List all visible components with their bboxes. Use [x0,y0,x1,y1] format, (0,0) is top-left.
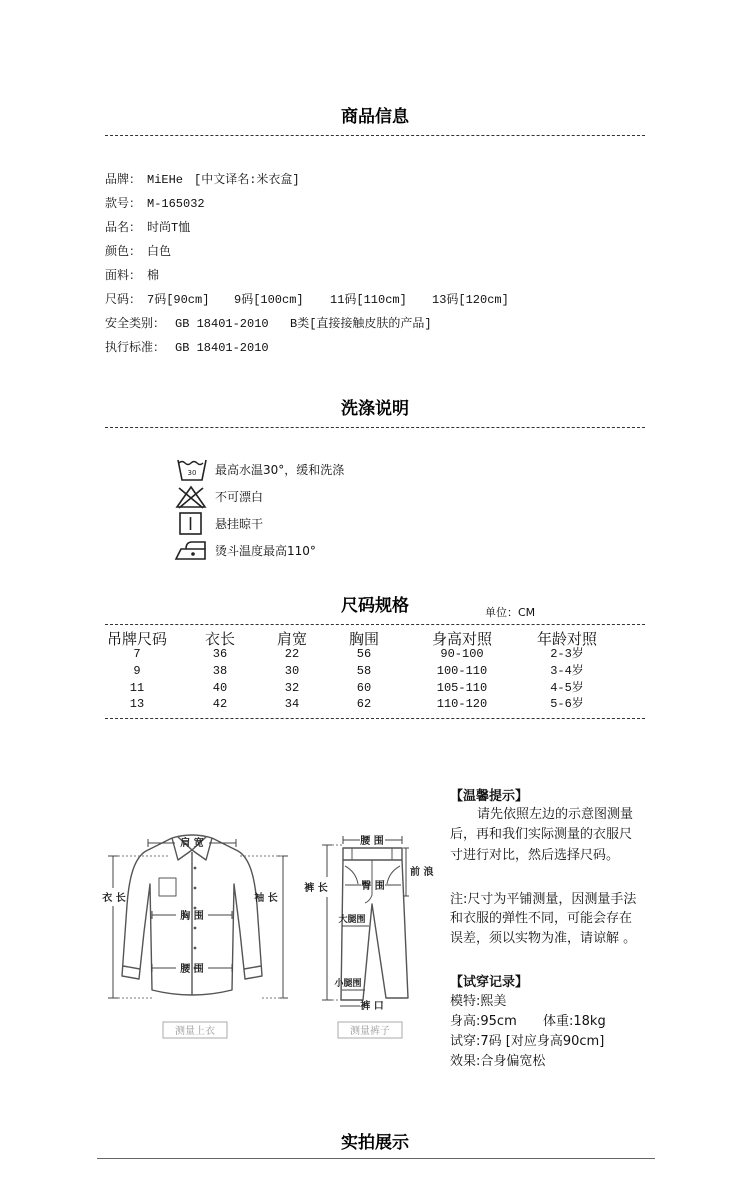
sizes-label: 尺码： [105,293,142,307]
iron-low-icon [174,539,208,562]
safety-note: B类[直接接触皮肤的产品] [290,317,432,331]
hang-dry-icon [178,511,204,537]
pants-hem-label: 裤 口 [360,1001,384,1012]
tips-note-line: 误差，须以实物为准，请谅解 。 [450,931,637,946]
shirt-shoulder-label: 肩 宽 [180,838,204,849]
style-no-value: M-165032 [147,197,205,211]
color-label: 颜色： [105,245,142,259]
tryon-model: 模特:熙美 [450,994,507,1009]
table-cell: 30 [284,664,300,678]
unit-label: 单位：CM [485,606,536,619]
column-header: 肩宽 [276,630,307,648]
tips-note-line: 注:尺寸为平铺测量，因测量手法 [450,892,637,907]
pants-belt-loops [352,848,392,860]
shirt-length-dimension [108,856,118,998]
pants-length-label: 裤 长 [304,883,328,894]
brand-label: 品牌： [105,173,142,187]
column-header: 衣长 [204,630,235,648]
table-cell: 13 [129,697,145,711]
table-cell: 105-110 [436,681,488,695]
table-cell: 4-5岁 [550,681,584,695]
size-option: 7码[90cm] [147,293,210,307]
brand-value: MiEHe [147,173,184,187]
section-title-washing: 洗涤说明 [341,399,409,419]
wash-instruction: 悬挂晾干 [215,517,264,531]
tryon-weight: 体重:18kg [543,1014,606,1029]
tryon-height: 身高:95cm [450,1014,517,1029]
size-option: 11码[110cm] [330,293,407,307]
table-cell: 110-120 [436,697,488,711]
column-header: 胸围 [348,630,379,648]
table-cell: 56 [356,647,372,661]
brand-note: [中文译名:米衣盒] [194,173,300,187]
table-cell: 2-3岁 [550,647,584,661]
table-cell: 58 [356,664,372,678]
standard-label: 执行标准： [105,341,166,355]
column-header: 身高对照 [431,630,492,648]
table-cell: 32 [284,681,300,695]
tryon-size: 试穿:7码 [对应身高90cm] [450,1034,605,1049]
size-option: 9码[100cm] [234,293,304,307]
safety-label: 安全类别： [105,317,166,331]
table-cell: 34 [284,697,300,711]
pants-length-dimension [322,845,332,1000]
color-value: 白色 [147,245,172,259]
pants-waist-label: 腰 围 [360,836,384,847]
table-cell: 40 [212,681,228,695]
section-title-gallery: 实拍展示 [341,1133,409,1153]
product-name-value: 时尚T恤 [147,221,191,235]
tips-line: 后，再和我们实际测量的衣服尺 [450,827,633,842]
table-cell: 3-4岁 [550,664,584,678]
table-cell: 5-6岁 [550,697,584,711]
section-title-product-info: 商品信息 [341,107,409,127]
table-cell: 62 [356,697,372,711]
table-cell: 22 [284,647,300,661]
pants-caption: 测量裤子 [350,1026,390,1037]
table-cell: 36 [212,647,228,661]
safety-value: GB 18401-2010 [175,317,269,331]
tryon-effect: 效果:合身偏宽松 [450,1054,546,1069]
shirt-waist-label: 腰 围 [180,964,204,975]
shirt-pocket [159,878,176,896]
table-cell: 9 [133,664,141,678]
tips-title: 【温馨提示】 [450,789,529,804]
wash-instruction: 烫斗温度最高110° [215,544,316,558]
table-cell: 11 [129,681,145,695]
tryon-title: 【试穿记录】 [450,975,529,990]
wash-instruction: 最高水温30°，缓和洗涤 [215,463,345,477]
table-cell: 90-100 [440,647,484,661]
table-top-divider [105,624,645,625]
pants-calf-label: 小腿围 [334,979,362,989]
shirt-sleeve-label: 袖 长 [254,893,278,904]
shirt-caption: 测量上衣 [175,1026,215,1037]
tips-line: 寸进行对比，然后选择尺码。 [450,848,620,863]
table-cell: 100-110 [436,664,488,678]
fabric-value: 棉 [147,269,160,283]
column-header: 年龄对照 [536,630,597,648]
tips-line: 请先依照左边的示意图测量 [477,807,634,822]
section-divider [105,427,645,428]
table-cell: 60 [356,681,372,695]
column-header: 吊牌尺码 [106,630,167,648]
size-option: 13码[120cm] [432,293,509,307]
pants-rise-label: 前 浪 [410,867,434,878]
shirt-sleeve-dimension [278,856,288,998]
pants-hip-label: 臀 围 [361,881,385,892]
wash-instruction: 不可漂白 [215,490,264,504]
section-divider [97,1158,655,1159]
tips-note-line: 和衣服的弹性不同，可能会存在 [450,911,633,926]
section-divider [105,135,645,136]
table-cell: 38 [212,664,228,678]
section-title-size-chart: 尺码规格 [341,596,409,616]
style-no-label: 款号： [105,197,142,211]
wash-30-icon [176,457,208,483]
table-bottom-divider [105,718,645,719]
fabric-label: 面料： [105,269,142,283]
table-cell: 42 [212,697,228,711]
standard-value: GB 18401-2010 [175,341,269,355]
wash-temperature-label: 30 [187,469,197,477]
no-bleach-icon [174,485,208,510]
measurement-diagram [95,822,440,1047]
shirt-length-label: 衣 长 [102,893,126,904]
pants-thigh-label: 大腿围 [338,915,366,925]
product-name-label: 品名： [105,221,142,235]
table-cell: 7 [133,647,141,661]
shirt-chest-label: 胸 围 [180,911,204,922]
